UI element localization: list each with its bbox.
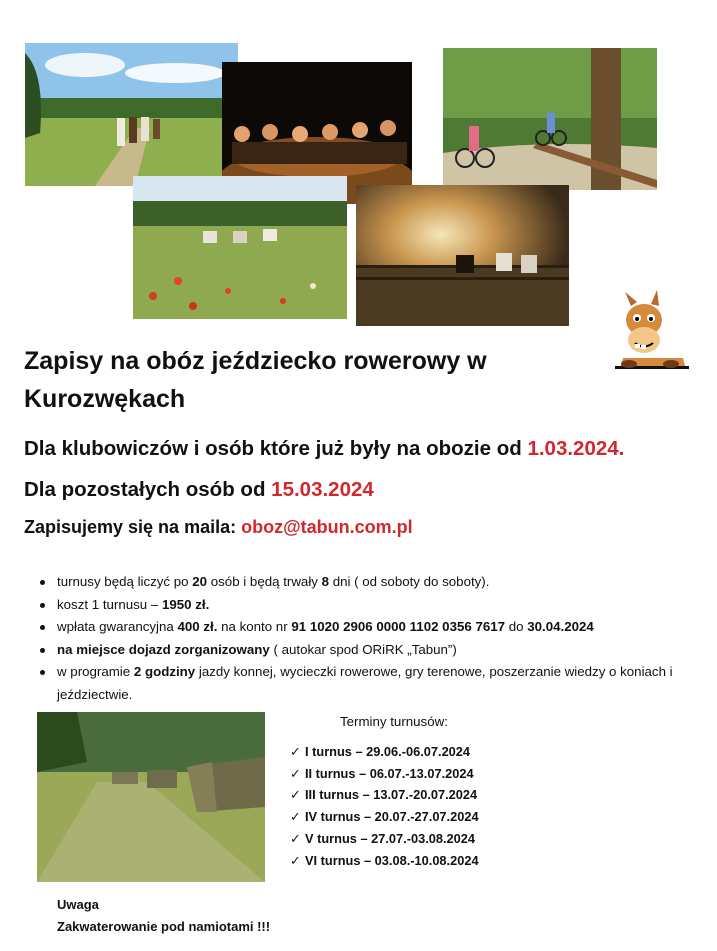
photo-camp-tents bbox=[37, 712, 265, 882]
check-icon: ✓ bbox=[290, 809, 301, 825]
term-text: V turnus – 27.07.-03.08.2024 bbox=[305, 830, 476, 846]
list-item bbox=[38, 639, 698, 662]
horse-mascot bbox=[611, 288, 691, 378]
term-item bbox=[290, 784, 479, 806]
terms-list bbox=[290, 741, 479, 871]
term-text: VI turnus – 03.08.-10.08.2024 bbox=[305, 852, 479, 868]
term-item bbox=[290, 850, 479, 872]
list-item bbox=[38, 661, 698, 706]
b5-text: w programie bbox=[57, 664, 134, 679]
b1-text3: dni ( od soboty do soboty). bbox=[329, 574, 490, 589]
photo-riders-trail bbox=[25, 43, 238, 186]
b1-text: turnusy będą liczyć po bbox=[57, 574, 193, 589]
list-item bbox=[38, 594, 698, 617]
b1-participants: 20 bbox=[192, 574, 208, 589]
line1-date: 1.03.2024. bbox=[527, 437, 625, 460]
b3-account-number: 91 1020 2906 0000 1102 0356 7617 bbox=[291, 619, 506, 634]
line3-text: Zapisujemy się na maila: bbox=[24, 517, 242, 537]
b1-days: 8 bbox=[321, 574, 330, 589]
term-text: II turnus – 06.07.-13.07.2024 bbox=[305, 765, 474, 781]
info-list bbox=[38, 571, 698, 706]
term-item bbox=[290, 763, 479, 785]
term-text: IV turnus – 20.07.-27.07.2024 bbox=[305, 809, 479, 825]
b3-deposit: 400 zł. bbox=[177, 619, 218, 634]
check-icon: ✓ bbox=[290, 852, 301, 868]
term-text: I turnus – 29.06.-06.07.2024 bbox=[305, 744, 471, 759]
term-item bbox=[290, 806, 479, 828]
registration-email-line bbox=[24, 517, 413, 538]
email-link[interactable]: oboz@tabun.com.pl bbox=[241, 517, 413, 537]
term-item bbox=[290, 741, 479, 763]
check-icon: ✓ bbox=[290, 787, 301, 803]
b3-text2: na konto nr bbox=[217, 619, 292, 634]
check-icon: ✓ bbox=[290, 765, 301, 781]
list-item bbox=[38, 571, 698, 594]
b5-hours: 2 godziny bbox=[133, 664, 196, 679]
b4-text: ( autokar spod ORiRK „Tabun”) bbox=[269, 641, 457, 657]
note-label: Uwaga bbox=[57, 897, 99, 912]
term-text: III turnus – 13.07.-20.07.2024 bbox=[305, 787, 478, 803]
note-block bbox=[57, 894, 270, 938]
note-text: Zakwaterowanie pod namiotami !!! bbox=[57, 919, 271, 934]
b3-text: wpłata gwarancyjna bbox=[57, 619, 178, 634]
b2-text: koszt 1 turnusu – bbox=[57, 596, 162, 612]
photo-sunset-paddock bbox=[356, 185, 569, 326]
line2-text: Dla pozostałych osób od bbox=[24, 478, 272, 501]
line2-date: 15.03.2024 bbox=[271, 478, 374, 501]
check-icon: ✓ bbox=[290, 744, 301, 759]
registration-date-members bbox=[24, 437, 624, 461]
terms-heading: Terminy turnusów: bbox=[340, 714, 448, 729]
b5-text2: jazdy konnej, wycieczki rowerowe, gry terenowe, poszerzanie wiedzy o koniach i jeździectwie. bbox=[57, 664, 673, 702]
page-title: Zapisy na obóz jeździecko rowerowy w Kurozwękach bbox=[24, 347, 487, 413]
b3-deadline: 30.04.2024 bbox=[527, 619, 594, 634]
b2-price: 1950 zł. bbox=[161, 596, 210, 612]
photo-meadow-horses bbox=[133, 176, 347, 319]
list-item bbox=[38, 616, 698, 639]
b3-text3: do bbox=[505, 619, 528, 634]
registration-date-others bbox=[24, 478, 374, 502]
b4-transport: na miejsce dojazd zorganizowany bbox=[57, 641, 270, 657]
line1-text: Dla klubowiczów i osób które już były na obozie od bbox=[24, 437, 528, 460]
photo-cyclists bbox=[443, 48, 657, 190]
check-icon: ✓ bbox=[290, 830, 301, 846]
term-item bbox=[290, 828, 479, 850]
b1-text2: osób i będą trwały bbox=[207, 574, 322, 589]
